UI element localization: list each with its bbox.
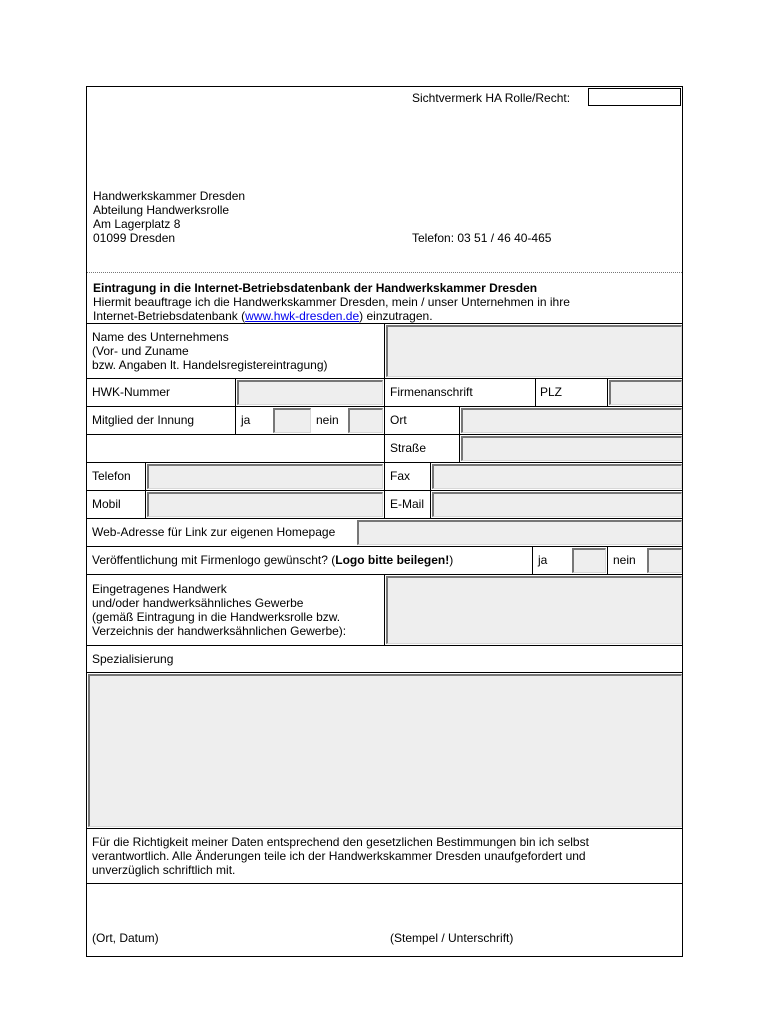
grid-line [384,323,385,519]
logo-yes-checkbox[interactable] [572,548,606,573]
specialization-input[interactable] [88,674,682,827]
company-name-input[interactable] [386,325,682,377]
grid-line [145,462,146,518]
trade-label-1: Eingetragenes Handwerk [92,582,227,596]
hwk-number-label: HWK-Nummer [92,385,170,399]
grid-line [87,462,683,463]
grid-line [535,378,536,406]
stamp-signature-label: (Stempel / Unterschrift) [390,931,514,945]
grid-line [607,378,608,406]
company-name-label-3: bzw. Angaben lt. Handelsregistereintragung) [92,358,328,372]
trade-input[interactable] [386,576,682,644]
logo-yes-label: ja [538,553,548,567]
logo-label: Veröffentlichung mit Firmenlogo gewünscht? (Logo bitte beilegen!) [92,553,454,567]
grid-line [87,574,683,575]
fax-input[interactable] [432,464,682,489]
company-address-label: Firmenanschrift [390,385,473,399]
dotted-divider [87,272,682,273]
logo-no-checkbox[interactable] [647,548,682,573]
grid-line [87,546,683,547]
declaration-line-3: unverzüglich schriftlich mit. [92,863,236,877]
grid-line [87,645,683,646]
guild-member-label: Mitglied der Innung [92,413,195,427]
mobile-label: Mobil [92,497,121,511]
mobile-input[interactable] [147,492,383,517]
grid-line [87,406,683,407]
plz-label: PLZ [540,385,563,399]
trade-label-3: (gemäß Eintragung in die Handwerksrolle bzw. [92,610,341,624]
guild-no-label: nein [316,413,339,427]
web-label: Web-Adresse für Link zur eigenen Homepage [92,525,336,539]
grid-line [87,883,683,884]
company-name-label-1: Name des Unternehmens [92,330,229,344]
grid-line [384,574,385,645]
hwk-number-input[interactable] [237,380,383,405]
email-label: E-Mail [390,497,425,511]
address-line-2: Abteilung Handwerksrolle [93,203,230,217]
sichtvermerk-field[interactable] [588,88,681,106]
phone-label: Telefon [92,469,131,483]
grid-line [87,490,683,491]
grid-line [87,434,683,435]
phone-input[interactable] [147,464,383,489]
specialization-label: Spezialisierung [92,652,174,666]
guild-no-checkbox[interactable] [348,408,383,433]
plz-input[interactable] [609,380,682,405]
grid-line [430,462,431,518]
grid-line [87,378,683,379]
grid-line [459,406,460,462]
fax-label: Fax [390,469,411,483]
intro-line-1: Hiermit beauftrage ich die Handwerkskammer Dresden, mein / unser Unternehmen in ihre [93,295,570,309]
trade-label-2: und/oder handwerksähnliches Gewerbe [92,596,304,610]
grid-line [235,378,236,434]
grid-line [87,828,683,829]
grid-line [607,546,608,574]
grid-line [87,672,683,673]
sichtvermerk-label: Sichtvermerk HA Rolle/Recht: [412,91,571,105]
street-label: Straße [390,441,427,455]
declaration-line-2: verantwortlich. Alle Änderungen teile ich der Handwerkskammer Dresden unaufgefordert und [92,849,586,863]
address-line-3: Am Lagerplatz 8 [93,217,181,231]
intro-title: Eintragung in die Internet-Betriebsdatenbank der Handwerkskammer Dresden [93,281,538,295]
grid-line [532,546,533,574]
grid-line [87,518,683,519]
phone-number: Telefon: 03 51 / 46 40-465 [412,231,552,245]
city-label: Ort [390,413,407,427]
logo-no-label: nein [613,553,636,567]
guild-yes-label: ja [241,413,251,427]
website-link[interactable]: www.hwk-dresden.de [245,309,360,323]
intro-line-2: Internet-Betriebsdatenbank (www.hwk-dresden.de) einzutragen. [93,309,433,323]
guild-yes-checkbox[interactable] [273,408,311,433]
place-date-label: (Ort, Datum) [92,931,159,945]
declaration-line-1: Für die Richtigkeit meiner Daten entsprechend den gesetzlichen Bestimmungen bin ich selbst [92,835,589,849]
address-line-4: 01099 Dresden [93,231,176,245]
company-name-label-2: (Vor- und Zuname [92,344,189,358]
trade-label-4: Verzeichnis der handwerksähnlichen Gewerbe): [92,624,347,638]
grid-line [87,323,683,324]
address-line-1: Handwerkskammer Dresden [93,189,246,203]
web-input[interactable] [357,520,682,545]
street-input[interactable] [461,436,682,461]
email-input[interactable] [432,492,682,517]
city-input[interactable] [461,408,682,433]
